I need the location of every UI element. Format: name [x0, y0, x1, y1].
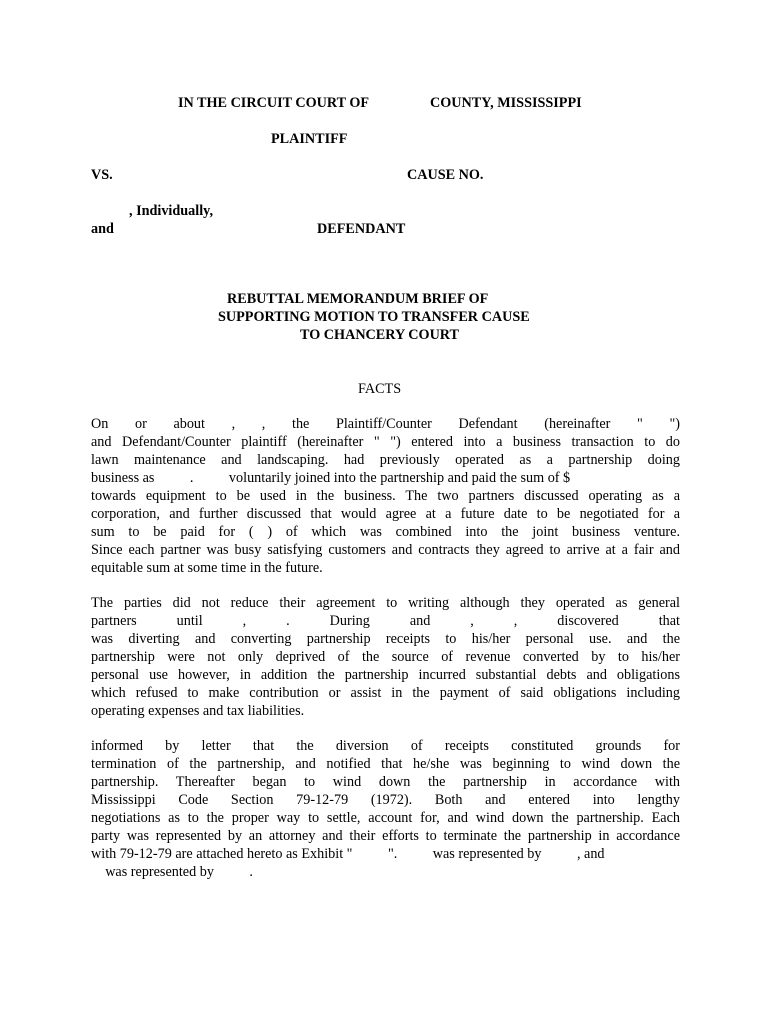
brief-title-line-3: TO CHANCERY COURT [300, 327, 460, 343]
paragraph-line: sum to be paid for ( ) of which was combined into the joint business venture. [91, 524, 680, 540]
paragraph-line: informed by letter that the diversion of receipts constituted grounds for [91, 738, 680, 754]
paragraph-line: party was represented by an attorney and their efforts to terminate the partnership in accordance [91, 828, 680, 844]
paragraph-line: personal use however, in addition the partnership incurred substantial debts and obligations [91, 667, 680, 683]
paragraph-line: business as . voluntarily joined into the partnership and paid the sum of $ [91, 470, 571, 486]
plaintiff-label: PLAINTIFF [271, 131, 348, 147]
paragraph-line: lawn maintenance and landscaping. had previously operated as a partnership doing [91, 452, 680, 468]
paragraph-line: partners until , . During and , , discovered that [91, 613, 680, 629]
paragraph-line: with 79-12-79 are attached hereto as Exhibit " ". was represented by , and [91, 846, 605, 862]
paragraph-line: operating expenses and tax liabilities. [91, 703, 305, 719]
court-heading-right: COUNTY, MISSISSIPPI [430, 95, 582, 111]
paragraph-line: partnership were not only deprived of the source of revenue converted by to his/her [91, 649, 680, 665]
defendant-label: DEFENDANT [317, 221, 406, 237]
paragraph-line: which refused to make contribution or assist in the payment of said obligations including [91, 685, 680, 701]
paragraph-line: The parties did not reduce their agreement to writing although they operated as general [91, 595, 680, 611]
paragraph-line: corporation, and further discussed that would agree at a future date to be negotiated for a [91, 506, 680, 522]
versus-label: VS. [91, 167, 113, 183]
paragraph-line: Mississippi Code Section 79-12-79 (1972). Both and entered into lengthy [91, 792, 680, 808]
paragraph-line: termination of the partnership, and notified that he/she was beginning to wind down the [91, 756, 680, 772]
paragraph-line: negotiations as to the proper way to settle, account for, and wind down the partnership. Each [91, 810, 680, 826]
paragraph-line: equitable sum at some time in the future. [91, 560, 323, 576]
and-label: and [91, 221, 114, 237]
paragraph-line: was diverting and converting partnership receipts to his/her personal use. and the [91, 631, 680, 647]
paragraph-line: partnership. Thereafter began to wind down the partnership in accordance with [91, 774, 680, 790]
brief-title-line-1: REBUTTAL MEMORANDUM BRIEF OF [227, 291, 489, 307]
paragraph-line: Since each partner was busy satisfying customers and contracts they agreed to arrive at a fair and [91, 542, 680, 558]
paragraph-line: was represented by . [91, 864, 253, 880]
brief-title-line-2: SUPPORTING MOTION TO TRANSFER CAUSE [218, 309, 530, 325]
individually-label: , Individually, [129, 203, 213, 219]
court-heading-left: IN THE CIRCUIT COURT OF [178, 95, 370, 111]
paragraph-line: and Defendant/Counter plaintiff (hereinafter " ") entered into a business transaction to do [91, 434, 680, 450]
facts-heading: FACTS [358, 381, 402, 397]
paragraph-line: towards equipment to be used in the business. The two partners discussed operating as a [91, 488, 680, 504]
cause-number-label: CAUSE NO. [407, 167, 484, 183]
paragraph-line: On or about , , the Plaintiff/Counter Defendant (hereinafter " ") [91, 416, 680, 432]
